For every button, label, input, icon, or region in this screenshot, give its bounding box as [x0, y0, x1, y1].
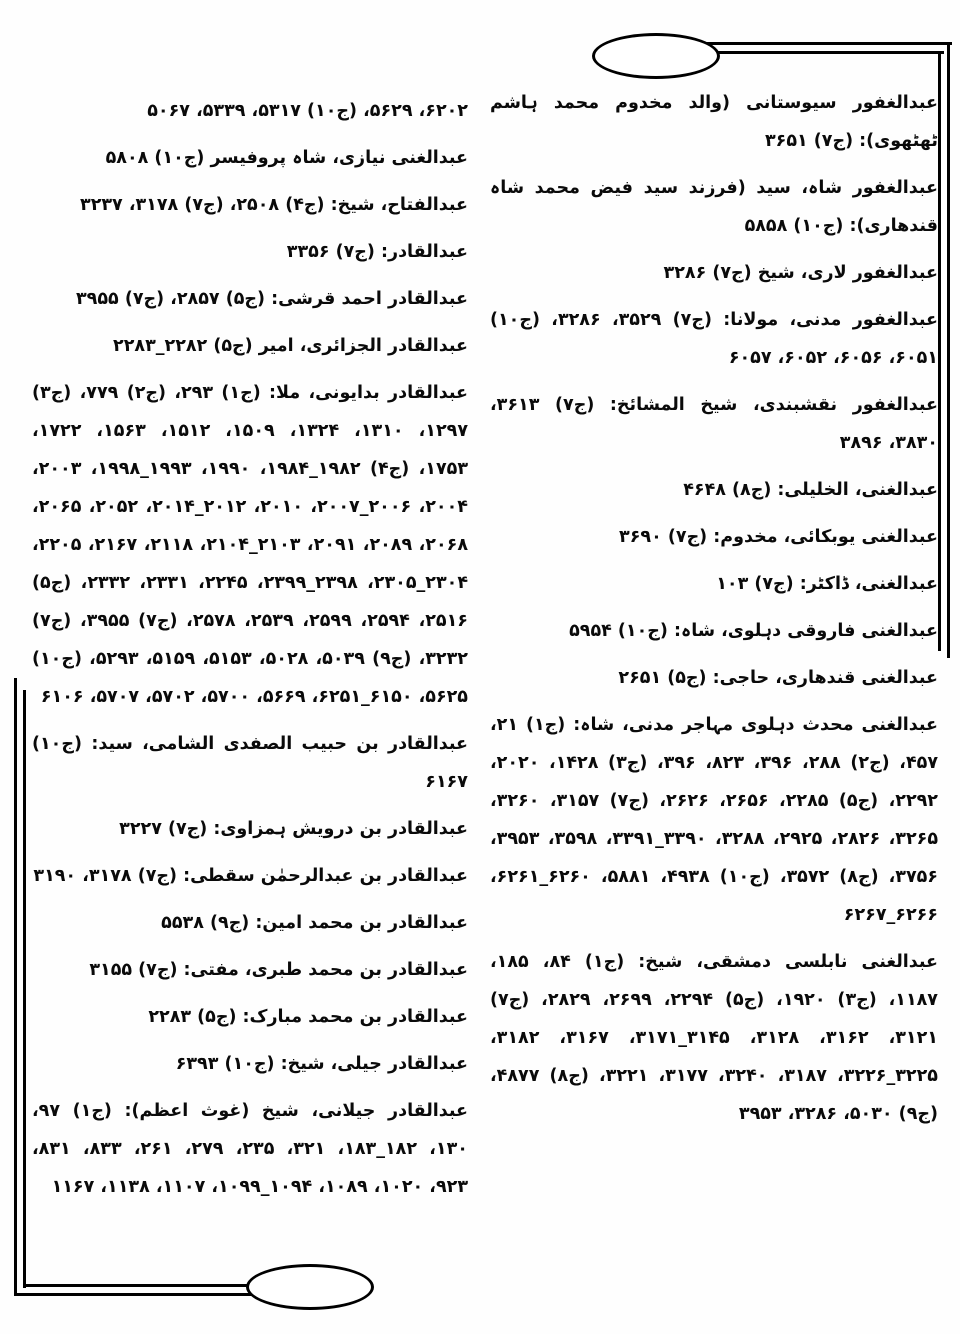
index-entry: عبدالغنی، الخلیلی: (ج۸) ۴۶۴۸: [683, 480, 938, 500]
index-entry: عبدالقادر بن محمد طبری، مفتی: (ج۷) ۳۱۵۵: [89, 960, 468, 980]
index-entry: عبدالغفور مدنی، مولانا: (ج۷) ۳۵۲۹، ۳۲۸۶، (ج۱۰) ۶۰۵۱، ۶۰۵۶، ۶۰۵۲، ۶۰۵۷: [490, 310, 938, 368]
index-entry: عبدالقادر الجزائری، امیر (ج۵) ۲۲۸۲_۲۲۸۳: [113, 336, 468, 356]
index-entry: عبدالغفور نقشبندی، شیخ المشائخ: (ج۷) ۳۶۱۳، ۳۸۳۰، ۳۸۹۶: [490, 395, 938, 453]
border-right-inner-rule: [938, 51, 941, 651]
index-column-right: [490, 84, 938, 1133]
index-entry: عبدالقادر بن محمد امین: (ج۹) ۵۵۳۸: [161, 913, 468, 933]
border-right-outer-rule: [947, 42, 950, 658]
index-entry: عبدالغنی فاروقی دہلوی، شاہ: (ج۱۰) ۵۹۵۴: [569, 621, 938, 641]
index-entry: عبدالقادر جیلانی، شیخ (غوث اعظم): (ج۱) ۹۷، ۱۳۰، ۱۸۲_۱۸۳، ۳۲۱، ۲۳۵، ۲۷۹، ۲۶۱، ۸۳۳، ۸۳۱، ۹۲۳، ۱۰۲۰، ۱۰۸۹، ۱۰۹۴_۱۰۹۹، ۱۱۰۷، ۱۱۳۸، ۱۱۶۷: [32, 1101, 469, 1197]
index-entry: عبدالقادر بن درویش ہمزاوی: (ج۷) ۳۲۲۷: [119, 819, 468, 839]
index-entry: عبدالفتاح، شیخ: (ج۴) ۲۵۰۸، (ج۷) ۳۱۷۸، ۳۲۳۷: [80, 195, 468, 215]
index-entry: عبدالغنی قندھاری، حاجی: (ج۵) ۲۶۵۱: [618, 668, 938, 688]
index-entry: عبدالغفور سیوستانی (والد مخدوم محمد ہاشم ٹھٹھوی): (ج۷) ۳۶۵۱: [490, 93, 938, 151]
index-entry: عبدالغفور شاہ، سید (فرزند سید فیض محمد شاہ قندھاری): (ج۱۰) ۵۸۵۸: [490, 178, 938, 236]
index-entry: عبدالغنی، ڈاکٹر: (ج۷) ۱۰۳: [716, 574, 938, 594]
index-column-left: [32, 92, 468, 1206]
index-entry: عبدالقادر بن عبدالرحمٰن سقطی: (ج۷) ۳۱۷۸، ۳۱۹۰: [33, 866, 468, 886]
index-entry: عبدالقادر: (ج۷) ۳۳۵۶: [286, 242, 468, 262]
index-entry: ۶۲۰۲، ۵۶۲۹، (ج۱۰) ۵۳۱۷، ۵۳۳۹، ۵۰۶۷: [147, 101, 468, 121]
border-left-outer-rule: [14, 678, 17, 1296]
bottom-ornament-ellipse: [246, 1264, 374, 1310]
index-entry: عبدالغنی محدث دہلوی مہاجر مدنی، شاہ: (ج۱) ۲۱، ۴۵۷، (ج۲) ۲۸۸، ۳۹۶، ۸۲۳، ۳۹۶، (ج۳) ۱۴۲۸، ۲۰۲۰، ۲۲۹۲، (ج۵) ۲۲۸۵، ۲۶۵۶، ۲۶۲۶، (ج۷) ۳۱۵۷، ۳۲۶۰، ۳۲۶۵، ۲۸۲۶، ۲۹۲۵، ۳۲۸۸، ۳۳۹۰_۳۳۹۱، ۳۵۹۸، ۳۹۵۳، ۳۷۵۶، (ج۸) ۳۵۷۲، (ج۱۰) ۴۹۳۸، ۵۸۸۱، ۶۲۶۰_۶۲۶۱، ۶۲۶۶_۶۲۶۷: [490, 715, 939, 925]
index-entry: عبدالقادر احمد قرشی: (ج۵) ۲۸۵۷، (ج۷) ۳۹۵۵: [76, 289, 468, 309]
index-entry: عبدالغفور لاری، شیخ (ج۷) ۳۲۸۶: [663, 263, 938, 283]
border-top-outer-rule: [700, 42, 952, 45]
border-left-inner-rule: [23, 690, 26, 1288]
index-entry: عبدالغنی نیازی، شاہ پروفیسر (ج۱۰) ۵۸۰۸: [105, 148, 468, 168]
index-entry: عبدالقادر بدایونی، ملا: (ج۱) ۲۹۳، (ج۲) ۷۷۹، (ج۳) ۱۲۹۷، ۱۳۱۰، ۱۳۲۴، ۱۵۰۹، ۱۵۱۲، ۱۵۶۳، ۱۷۲۲، ۱۷۵۳، (ج۴) ۱۹۸۲_۱۹۸۴، ۱۹۹۰، ۱۹۹۳_۱۹۹۸، ۲۰۰۳، ۲۰۰۴، ۲۰۰۶_۲۰۰۷، ۲۰۱۰، ۲۰۱۲_۲۰۱۴، ۲۰۵۲، ۲۰۶۵، ۲۰۶۸، ۲۰۸۹، ۲۰۹۱، ۲۱۰۳_۲۱۰۴، ۲۱۱۸، ۲۱۶۷، ۲۲۰۵، ۲۳۰۴_۲۳۰۵، ۲۳۹۸_۲۳۹۹، ۲۲۴۵، ۲۳۳۱، ۲۳۳۲، (ج۵) ۲۵۱۶، ۲۵۹۴، ۲۵۹۹، ۲۵۳۹، ۲۵۷۸، (ج۷) ۳۹۵۵، (ج۷) ۳۲۳۲، (ج۹) ۵۰۳۹، ۵۰۲۸، ۵۱۵۳، ۵۱۵۹، ۵۲۹۳، (ج۱۰) ۵۶۲۵، ۶۱۵۰_۶۲۵۱، ۵۶۶۹، ۵۷۰۰، ۵۷۰۲، ۵۷۰۷، ۶۱۰۶: [32, 383, 469, 707]
border-top-inner-rule: [700, 51, 944, 54]
index-entry: عبدالغنی یوبکائی، مخدوم: (ج۷) ۳۶۹۰: [619, 527, 938, 547]
index-entry: عبدالقادر جیلی، شیخ: (ج۱۰) ۶۳۹۳: [175, 1054, 468, 1074]
index-entry: عبدالغنی نابلسی دمشقی، شیخ: (ج۱) ۸۴، ۱۸۵، ۱۱۸۷، (ج۳) ۱۹۲۰، (ج۵) ۲۲۹۴، ۲۶۹۹، ۲۸۲۹، (ج۷) ۳۱۲۱، ۳۱۶۲، ۳۱۲۸، ۳۱۴۵_۳۱۷۱، ۳۱۶۷، ۳۱۸۲، ۳۲۲۵_۳۲۲۶، ۳۱۸۷، ۳۲۴۰، ۳۱۷۷، ۳۲۲۱، (ج۸) ۴۸۷۷، (ج۹) ۵۰۳۰، ۳۲۸۶، ۳۹۵۳: [490, 952, 938, 1124]
top-ornament-ellipse: [592, 33, 720, 79]
index-entry: عبدالقادر بن محمد مبارک: (ج۵) ۲۲۸۳: [148, 1007, 468, 1027]
index-entry: عبدالقادر بن حبیب الصفدی الشامی، سید: (ج۱۰) ۶۱۶۷: [32, 734, 468, 792]
